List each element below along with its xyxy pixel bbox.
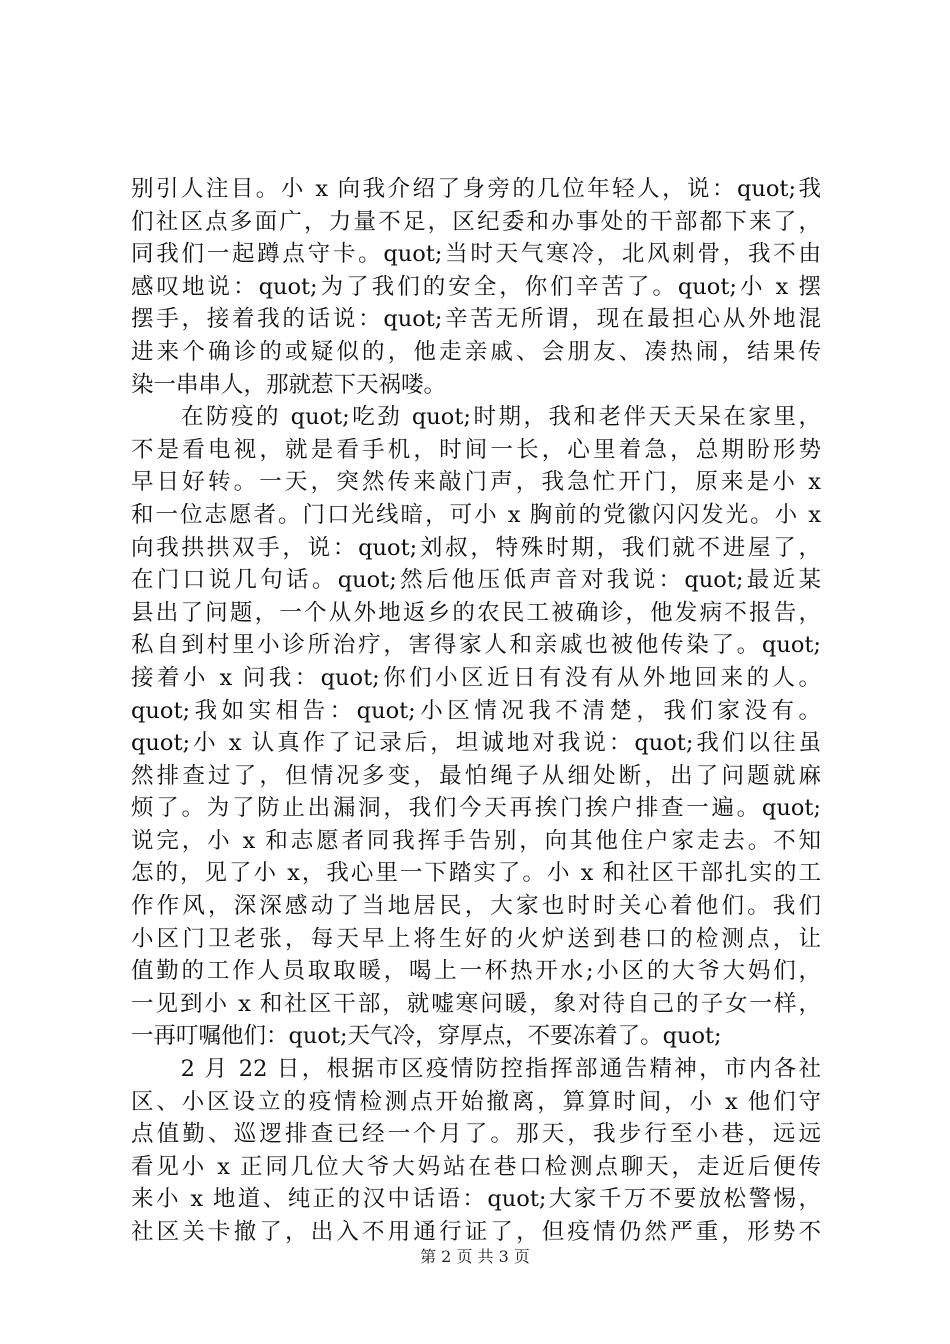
text-line: 看见小 x 正同几位大爷大妈站在巷口检测点聊天，走近后便传 <box>131 1153 821 1180</box>
text-line: 来小 x 地道、纯正的汉中话语：quot;大家千万不要放松警惕， <box>131 1186 821 1213</box>
text-line: 一见到小 x 和社区干部，就嘘寒问暖，象对待自己的子女一样， <box>131 990 821 1017</box>
text-line: quot;我如实相告：quot;小区情况我不清楚，我们家没有。 <box>131 697 821 724</box>
text-line: 早日好转。一天，突然传来敲门声，我急忙开门，原来是小 x <box>131 469 821 496</box>
text-line: 同我们一起蹲点守卡。quot;当时天气寒冷，北风刺骨，我不由 <box>131 241 821 268</box>
text-line: 县出了问题，一个从外地返乡的农民工被确诊，他发病不报告， <box>131 599 821 626</box>
text-line: 小区门卫老张，每天早上将生好的火炉送到巷口的检测点，让 <box>131 925 821 952</box>
text-line: quot;小 x 认真作了记录后，坦诚地对我说：quot;我们以往虽 <box>131 730 821 757</box>
text-line: 向我拱拱双手，说：quot;刘叔，特殊时期，我们就不进屋了， <box>131 534 821 561</box>
text-line: 在门口说几句话。quot;然后他压低声音对我说：quot;最近某 <box>131 567 821 594</box>
text-line: 染一串串人，那就惹下天祸喽。 <box>131 371 447 398</box>
text-line: 别引人注目。小 x 向我介绍了身旁的几位年轻人，说：quot;我 <box>131 176 821 202</box>
text-line: 和一位志愿者。门口光线暗，可小 x 胸前的党徽闪闪发光。小 x <box>131 501 821 528</box>
text-line: 在防疫的 quot;吃劲 quot;时期，我和老伴天天呆在家里， <box>131 404 821 431</box>
text-line: 烦了。为了防止出漏洞，我们今天再挨门挨户排查一遍。quot; <box>131 795 821 822</box>
text-line: 点值勤、巡逻排查已经一个月了。那天，我步行至小巷，远远 <box>131 1121 821 1148</box>
text-line: 进来个确诊的或疑似的，他走亲戚、会朋友、凑热闹，结果传 <box>131 338 821 365</box>
text-line: 一再叮嘱他们：quot;天气冷，穿厚点，不要冻着了。quot; <box>131 1023 722 1050</box>
text-line: 私自到村里小诊所治疗，害得家人和亲戚也被他传染了。quot; <box>131 632 821 659</box>
document-body <box>131 173 821 1249</box>
text-line: 作作风，深深感动了当地居民，大家也时时关心着他们。我们 <box>131 893 821 920</box>
text-line: 怎的，见了小 x，我心里一下踏实了。小 x 和社区干部扎实的工 <box>131 860 821 887</box>
page-footer: 第 2 页 共 3 页 <box>420 1247 530 1266</box>
text-line: 感叹地说：quot;为了我们的安全，你们辛苦了。quot;小 x 摆 <box>131 273 821 300</box>
text-line: 说完，小 x 和志愿者同我挥手告别，向其他住户家走去。不知 <box>131 827 821 854</box>
text-line: 们社区点多面广，力量不足，区纪委和办事处的干部都下来了， <box>131 208 821 235</box>
text-line: 不是看电视，就是看手机，时间一长，心里着急，总期盼形势 <box>131 436 821 463</box>
text-line: 值勤的工作人员取取暖，喝上一杯热开水;小区的大爷大妈们， <box>131 958 821 985</box>
text-line: 摆手，接着我的话说：quot;辛苦无所谓，现在最担心从外地混 <box>131 306 821 333</box>
text-line: 2 月 22 日，根据市区疫情防控指挥部通告精神，市内各社 <box>131 1056 821 1083</box>
text-line: 然排查过了，但情况多变，最怕绳子从细处断，出了问题就麻 <box>131 762 821 789</box>
text-line: 区、小区设立的疫情检测点开始撤离，算算时间，小 x 他们守 <box>131 1088 821 1115</box>
text-line: 接着小 x 问我：quot;你们小区近日有没有从外地回来的人。 <box>131 664 821 691</box>
text-line: 社区关卡撤了，出入不用通行证了，但疫情仍然严重，形势不 <box>131 1219 821 1245</box>
